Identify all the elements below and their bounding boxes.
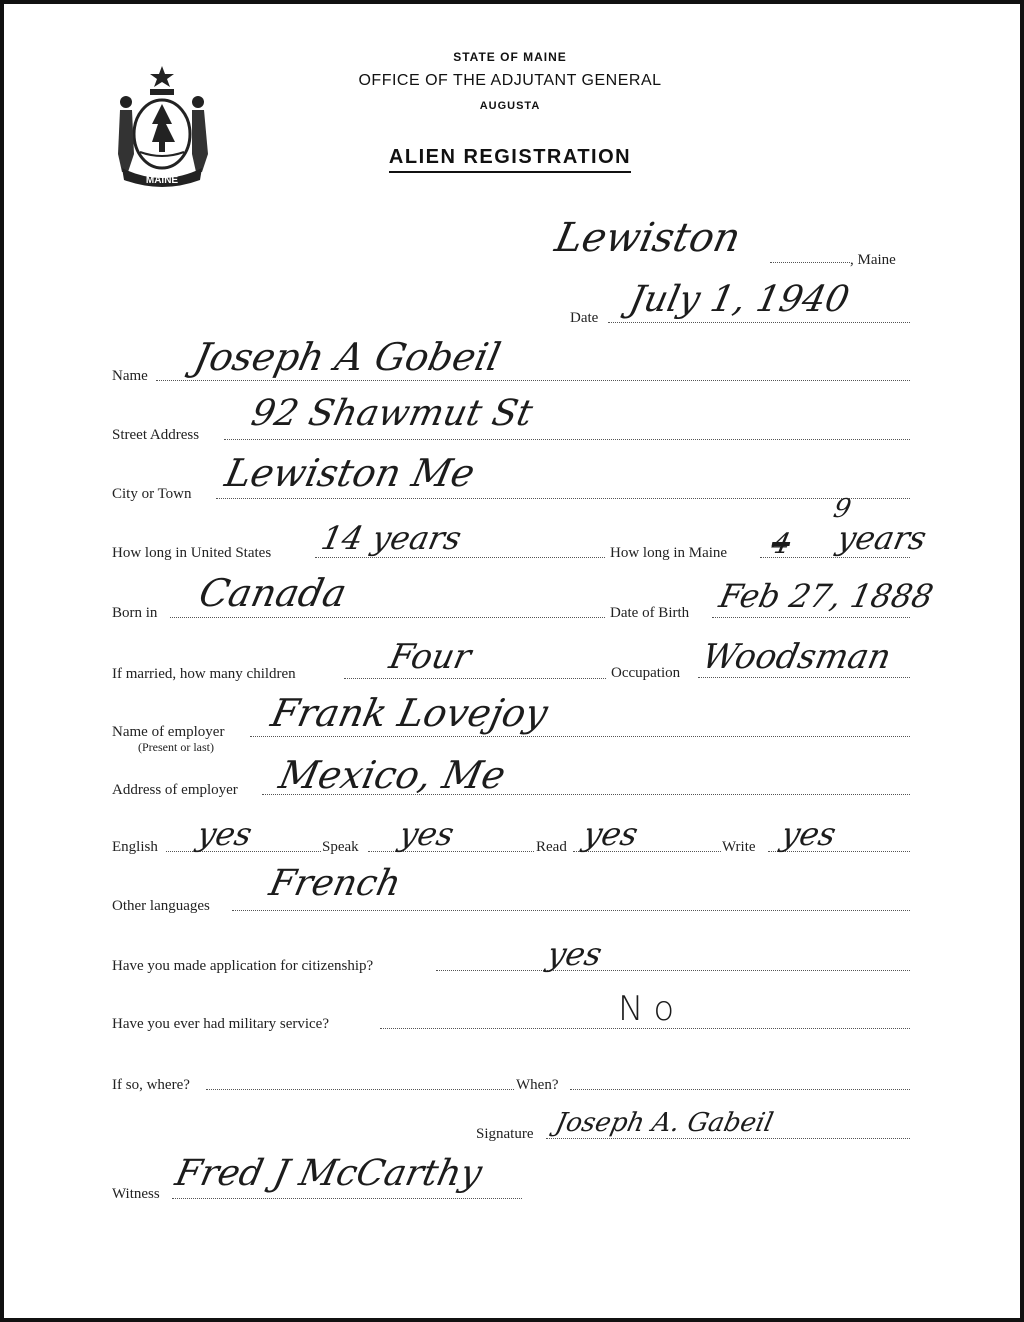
maine-years-digit: 9 <box>830 494 854 524</box>
city-heading: AUGUSTA <box>479 100 541 112</box>
form-title <box>320 146 700 173</box>
form-title-text: ALIEN REGISTRATION <box>389 146 631 173</box>
write-entry: yes <box>777 815 840 853</box>
other-lang-entry: French <box>265 863 405 904</box>
state-heading: STATE OF MAINE <box>453 50 567 64</box>
occupation-entry: Woodsman <box>698 637 895 677</box>
witness-entry: Fred J McCarthy <box>171 1153 486 1194</box>
born-in-label: Born in <box>112 605 158 621</box>
us-years-line <box>315 557 605 558</box>
maine-years-label: How long in Maine <box>610 545 728 561</box>
employer-entry: Frank Lovejoy <box>267 691 552 735</box>
office-heading: OFFICE OF THE ADJUTANT GENERAL <box>358 72 662 89</box>
dob-label: Date of Birth <box>610 605 690 621</box>
when-line <box>570 1089 910 1090</box>
name-line <box>156 380 910 381</box>
town-line <box>770 262 850 263</box>
citizenship-label: Have you made application for citizenship? <box>112 958 374 974</box>
date-entry: July 1, 1940 <box>625 279 853 320</box>
children-entry: Four <box>385 637 475 677</box>
where-label: If so, where? <box>112 1077 190 1093</box>
city-line <box>216 498 910 499</box>
military-entry: No <box>618 989 685 1029</box>
children-label: If married, how many children <box>112 666 296 682</box>
dob-entry: Feb 27, 1888 <box>715 577 937 615</box>
town-entry: Lewiston <box>551 215 745 261</box>
seal-text: MAINE <box>145 175 179 186</box>
english-label: English <box>112 839 158 855</box>
occupation-line <box>698 677 910 678</box>
when-label: When? <box>516 1077 559 1093</box>
children-line <box>344 678 606 679</box>
employer-line <box>250 736 910 737</box>
write-label: Write <box>722 839 756 855</box>
other-lang-label: Other languages <box>112 898 210 914</box>
date-line <box>608 322 910 323</box>
employer-sub-label: (Present or last) <box>138 740 214 754</box>
witness-line <box>172 1198 522 1199</box>
military-label: Have you ever had military service? <box>112 1016 329 1032</box>
employer-address-entry: Mexico, Me <box>275 753 510 797</box>
name-entry: Joseph A Gobeil <box>190 335 505 379</box>
maine-years-word: years <box>833 519 930 557</box>
name-label: Name <box>112 368 148 384</box>
dob-line <box>712 617 910 618</box>
maine-label: , Maine <box>850 252 896 268</box>
date-label: Date <box>570 310 599 326</box>
occupation-label: Occupation <box>611 665 681 681</box>
us-years-entry: 14 years <box>317 519 465 557</box>
read-label: Read <box>536 839 567 855</box>
speak-label: Speak <box>322 839 359 855</box>
employer-address-label: Address of employer <box>112 782 238 798</box>
citizenship-line <box>436 970 910 971</box>
citizenship-entry: yes <box>543 935 606 973</box>
speak-entry: yes <box>395 815 458 853</box>
born-in-entry: Canada <box>195 571 351 615</box>
maine-years-struck: 4 <box>768 527 794 560</box>
street-entry: 92 Shawmut St <box>247 393 537 434</box>
witness-label: Witness <box>112 1186 160 1202</box>
read-entry: yes <box>579 815 642 853</box>
signature-line <box>546 1138 910 1139</box>
employer-label: Name of employer <box>112 724 225 740</box>
signature-label: Signature <box>476 1126 534 1142</box>
signature-entry: Joseph A. Gabeil <box>552 1108 776 1138</box>
english-entry: yes <box>193 815 256 853</box>
city-label: City or Town <box>112 486 192 502</box>
born-in-line <box>170 617 605 618</box>
street-line <box>224 439 910 440</box>
us-years-label: How long in United States <box>112 545 272 561</box>
where-line <box>206 1089 514 1090</box>
street-label: Street Address <box>112 427 200 443</box>
speak-line <box>368 851 534 852</box>
other-lang-line <box>232 910 910 911</box>
state-seal-icon <box>108 62 216 190</box>
city-entry: Lewiston Me <box>221 451 479 495</box>
